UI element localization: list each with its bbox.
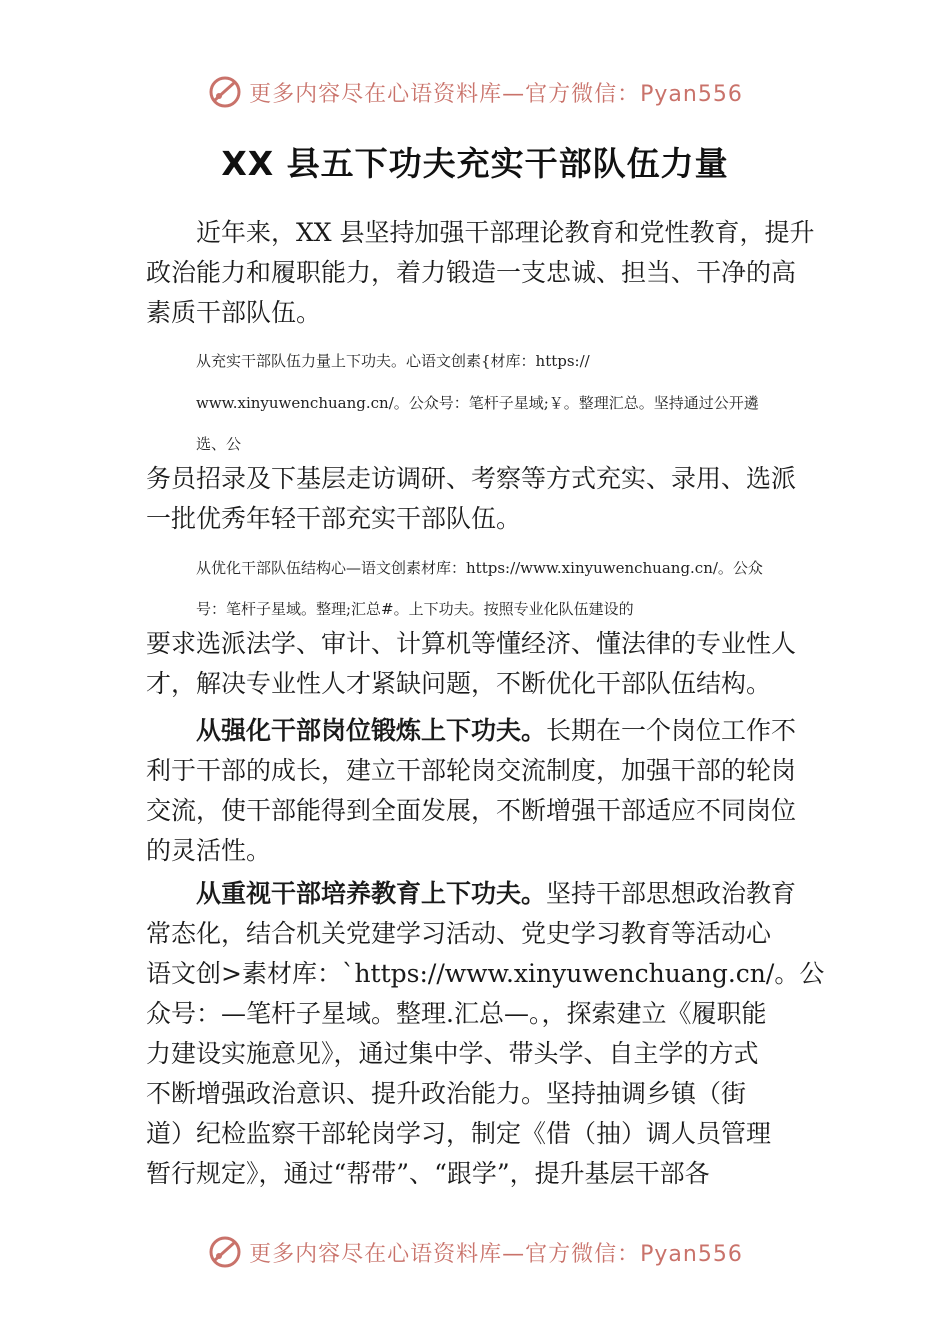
paragraph-line: 的灵活性。 <box>146 836 272 865</box>
paragraph-line: 常态化，结合机关党建学习活动、党史学习教育等活动心 <box>146 919 772 948</box>
brand-logo-icon <box>207 74 243 110</box>
paragraph-line: 一批优秀年轻干部充实干部队伍。 <box>146 504 522 533</box>
paragraph-line: 道）纪检监察干部轮岗学习，制定《借（抽）调人员管理 <box>146 1119 772 1148</box>
watermark-text: 更多内容尽在心语资料库—官方微信：Pyan556 <box>249 1241 743 1267</box>
note-line: 号：笔杆子星域。整理;汇总#。上下功夫。按照专业化队伍建设的 <box>196 600 634 618</box>
note-line: 选、公 <box>196 435 242 453</box>
note-line: 从优化干部队伍结构心—语文创素材库：https://www.xinyuwenchuang.cn/。公众 <box>196 559 763 577</box>
paragraph-line: 交流，使干部能得到全面发展，不断增强干部适应不同岗位 <box>146 796 797 825</box>
paragraph-line: 要求选派法学、审计、计算机等懂经济、懂法律的专业性人 <box>146 629 797 658</box>
note-line: www.xinyuwenchuang.cn/。公众号：笔杆子星域;￥。整理汇总。坚持通过公开遴 <box>196 394 759 412</box>
section-heading: 从强化干部岗位锻炼上下功夫。 <box>196 716 547 745</box>
paragraph-line: 政治能力和履职能力，着力锻造一支忠诚、担当、干净的高 <box>146 258 797 287</box>
watermark-text: 更多内容尽在心语资料库—官方微信：Pyan556 <box>249 81 743 107</box>
section-heading: 从重视干部培养教育上下功夫。 <box>196 879 547 908</box>
watermark-banner-bottom <box>0 1232 950 1272</box>
paragraph-line: 语文创>素材库：`https://www.xinyuwenchuang.cn/。公 <box>146 959 825 988</box>
paragraph-text: 长期在一个岗位工作不 <box>546 716 797 745</box>
brand-logo-icon <box>207 1234 243 1270</box>
paragraph-line: 不断增强政治意识、提升政治能力。坚持抽调乡镇（街 <box>146 1079 747 1108</box>
paragraph-first-line <box>196 877 796 911</box>
watermark-banner-top <box>0 72 950 112</box>
paragraph-line: 才，解决专业性人才紧缺问题，不断优化干部队伍结构。 <box>146 669 772 698</box>
paragraph-line: 众号：—笔杆子星域。整理.汇总—。，探索建立《履职能 <box>146 999 767 1028</box>
paragraph-line: 暂行规定》，通过“帮带”、“跟学”，提升基层干部各 <box>146 1159 710 1188</box>
paragraph-line: 力建设实施意见》，通过集中学、带头学、自主学的方式 <box>146 1039 759 1068</box>
page-title: XX 县五下功夫充实干部队伍力量 <box>221 144 729 183</box>
paragraph-line: 利于干部的成长，建立干部轮岗交流制度，加强干部的轮岗 <box>146 756 797 785</box>
paragraph-line: 素质干部队伍。 <box>146 298 322 327</box>
paragraph-line: 近年来，XX 县坚持加强干部理论教育和党性教育，提升 <box>196 218 815 247</box>
paragraph-line: 务员招录及下基层走访调研、考察等方式充实、录用、选派 <box>146 464 797 493</box>
paragraph-first-line <box>196 714 796 748</box>
paragraph-text: 坚持干部思想政治教育 <box>546 879 797 908</box>
note-line: 从充实干部队伍力量上下功夫。心语文创素{材库：https:// <box>196 352 590 370</box>
